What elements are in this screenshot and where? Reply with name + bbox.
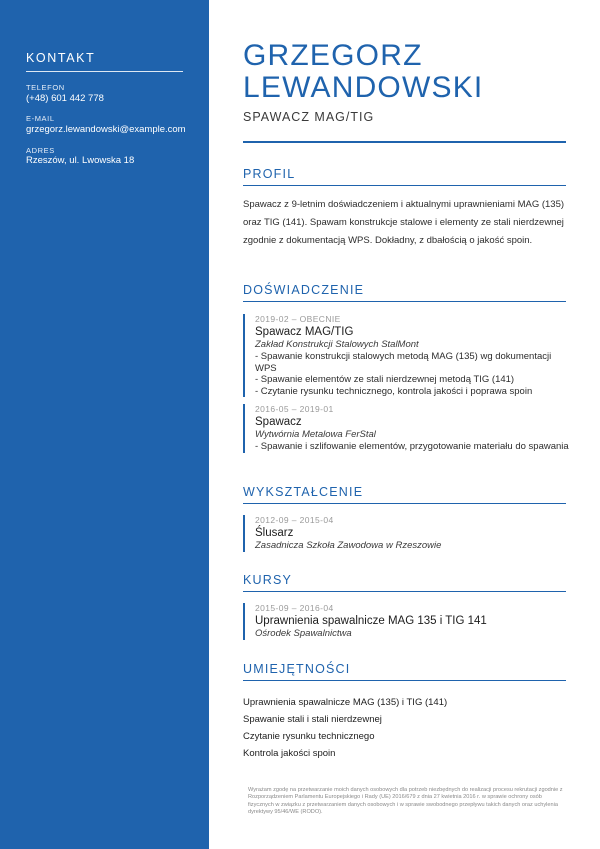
- entry-date: 2012-09 – 2015-04: [255, 515, 334, 525]
- skill-item: Kontrola jakości spoin: [243, 748, 336, 759]
- address-value: Rzeszów, ul. Lwowska 18: [26, 155, 135, 166]
- education-heading: WYKSZTAŁCENIE: [243, 485, 364, 499]
- profile-divider: [243, 185, 566, 186]
- courses-heading: KURSY: [243, 573, 293, 587]
- address-label: ADRES: [26, 146, 55, 155]
- entry-bullet: - Spawanie konstrukcji stalowych metodą MAG (135) wg dokumentacji WPS: [255, 351, 552, 374]
- email-label: E-MAIL: [26, 114, 55, 123]
- sidebar: [0, 0, 209, 849]
- entry-date: 2019-02 – OBECNIE: [255, 314, 341, 324]
- entry-bullet: - Spawanie elementów ze stali nierdzewnej metodą TIG (141): [255, 374, 515, 385]
- entry-course-org: Ośrodek Spawalnictwa: [255, 628, 352, 639]
- phone-value[interactable]: (+48) 601 442 778: [26, 93, 104, 104]
- profile-text: Spawacz z 9-letnim doświadczeniem i aktualnymi uprawnieniami MAG (135) oraz TIG (141). Spawam konstrukcje stalowe i elementy ze stali nierdzewnej zgodnie z dokumentacją WPS. Dokładny, z dbałością o jakość spoin.: [243, 199, 565, 246]
- contact-divider: [26, 71, 183, 72]
- entry-position: Spawacz MAG/TIG: [255, 326, 354, 338]
- skills-divider: [243, 680, 566, 681]
- skill-item: Spawanie stali i stali nierdzewnej: [243, 714, 382, 725]
- first-name: GRZEGORZ: [243, 39, 423, 72]
- entry-company: Wytwórnia Metalowa FerStal: [255, 429, 376, 440]
- entry-date: 2015-09 – 2016-04: [255, 603, 334, 613]
- education-entry: [243, 515, 575, 552]
- email-value[interactable]: grzegorz.lewandowski@example.com: [26, 124, 186, 135]
- header-divider: [243, 141, 566, 143]
- experience-entry: [243, 314, 575, 397]
- entry-position: Spawacz: [255, 416, 302, 428]
- entry-course-name: Uprawnienia spawalnicze MAG 135 i TIG 141: [255, 615, 487, 627]
- phone-label: TELEFON: [26, 83, 65, 92]
- course-entry: [243, 603, 575, 640]
- experience-heading: DOŚWIADCZENIE: [243, 283, 365, 297]
- entry-company: Zakład Konstrukcji Stalowych StalMont: [255, 339, 419, 350]
- job-title: SPAWACZ MAG/TIG: [243, 110, 375, 124]
- experience-divider: [243, 301, 566, 302]
- entry-degree: Ślusarz: [255, 527, 294, 539]
- gdpr-consent-clause: Wyrażam zgodę na przetwarzanie moich danych osobowych dla potrzeb niezbędnych do realizacji procesu rekrutacji zgodnie z Rozporządzeniem Parlamentu Europejskiego i Rady (UE) 2016/679 z dnia 27 kwietnia 2016 r. w sprawie ochrony osób fizycznych w związku z przetwarzaniem danych osobowych i w sprawie swobodnego przepływu takich danych oraz uchylenia dyrektywy 95/46/WE (RODO).: [248, 787, 563, 816]
- experience-entry: [243, 404, 575, 453]
- skill-item: Czytanie rysunku technicznego: [243, 731, 375, 742]
- contact-heading: KONTAKT: [26, 51, 96, 65]
- profile-heading: PROFIL: [243, 167, 296, 181]
- skills-heading: UMIEJĘTNOŚCI: [243, 662, 351, 676]
- candidate-name: [243, 40, 573, 104]
- skill-item: Uprawnienia spawalnicze MAG (135) i TIG (141): [243, 697, 448, 708]
- last-name: LEWANDOWSKI: [243, 71, 484, 104]
- education-divider: [243, 503, 566, 504]
- entry-bullet: - Czytanie rysunku technicznego, kontrola jakości i poprawa spoin: [255, 385, 533, 397]
- courses-divider: [243, 591, 566, 592]
- entry-bullet: - Spawanie i szlifowanie elementów, przygotowanie materiału do spawania: [255, 441, 569, 452]
- entry-date: 2016-05 – 2019-01: [255, 404, 334, 414]
- entry-school: Zasadnicza Szkoła Zawodowa w Rzeszowie: [255, 540, 442, 551]
